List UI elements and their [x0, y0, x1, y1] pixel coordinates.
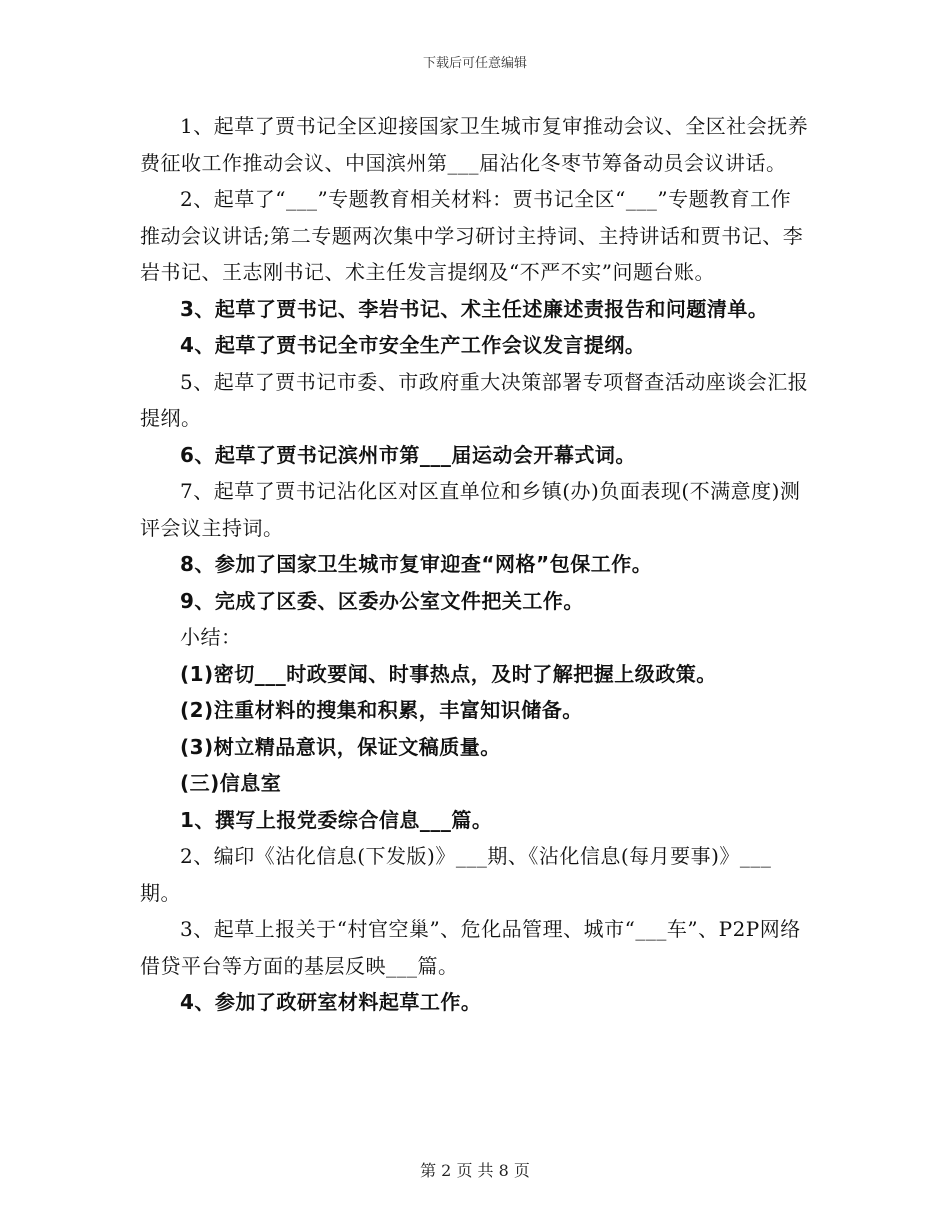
- paragraph: 5、起草了贾书记市委、市政府重大决策部署专项督查活动座谈会汇报提纲。: [140, 369, 809, 430]
- paragraph: 1、撰写上报党委综合信息___篇。: [180, 807, 493, 832]
- document-body: [140, 108, 810, 1021]
- paragraph: 9、完成了区委、区委办公室文件把关工作。: [180, 588, 584, 613]
- paragraph: 4、起草了贾书记全市安全生产工作会议发言提纲。: [180, 333, 646, 357]
- paragraph: 8、参加了国家卫生城市复审迎查“网格”包保工作。: [180, 552, 653, 576]
- page-number: 第 2 页 共 8 页: [420, 1161, 530, 1180]
- paragraph: (3)树立精品意识，保证文稿质量。: [180, 734, 501, 759]
- paragraph: 7、起草了贾书记沾化区对区直单位和乡镇(办)负面表现(不满意度)测评会议主持词。: [140, 479, 801, 540]
- paragraph: (2)注重材料的搜集和积累，丰富知识储备。: [180, 698, 583, 722]
- paragraph: 2、起草了“___”专题教育相关材料：贾书记全区“___”专题教育工作推动会议讲话;第二专题两次集中学习研讨主持词、主持讲话和贾书记、李岩书记、王志刚书记、术主任发言提纲及“不严不实”问题台账。: [140, 187, 804, 284]
- paragraph: (1)密切___时政要闻、时事热点，及时了解把握上级政策。: [180, 661, 717, 686]
- paragraph: 3、起草上报关于“村官空巢”、危化品管理、城市“___车”、P2P网络借贷平台等方面的基层反映___篇。: [140, 917, 801, 978]
- paragraph: 6、起草了贾书记滨州市第___届运动会开幕式词。: [180, 442, 636, 467]
- paragraph: 4、参加了政研室材料起草工作。: [180, 990, 482, 1014]
- page-header: 下载后可任意编辑: [422, 56, 527, 71]
- paragraph: 1、起草了贾书记全区迎接国家卫生城市复审推动会议、全区社会抚养费征收工作推动会议、中国滨州第___届沾化冬枣节筹备动员会议讲话。: [140, 114, 809, 175]
- paragraph: 3、起草了贾书记、李岩书记、术主任述廉述责报告和问题清单。: [180, 296, 769, 321]
- section-heading: (三)信息室: [180, 771, 282, 795]
- paragraph: 2、编印《沾化信息(下发版)》___期、《沾化信息(每月要事)》___期。: [140, 844, 772, 905]
- section-note: 小结：: [180, 625, 242, 649]
